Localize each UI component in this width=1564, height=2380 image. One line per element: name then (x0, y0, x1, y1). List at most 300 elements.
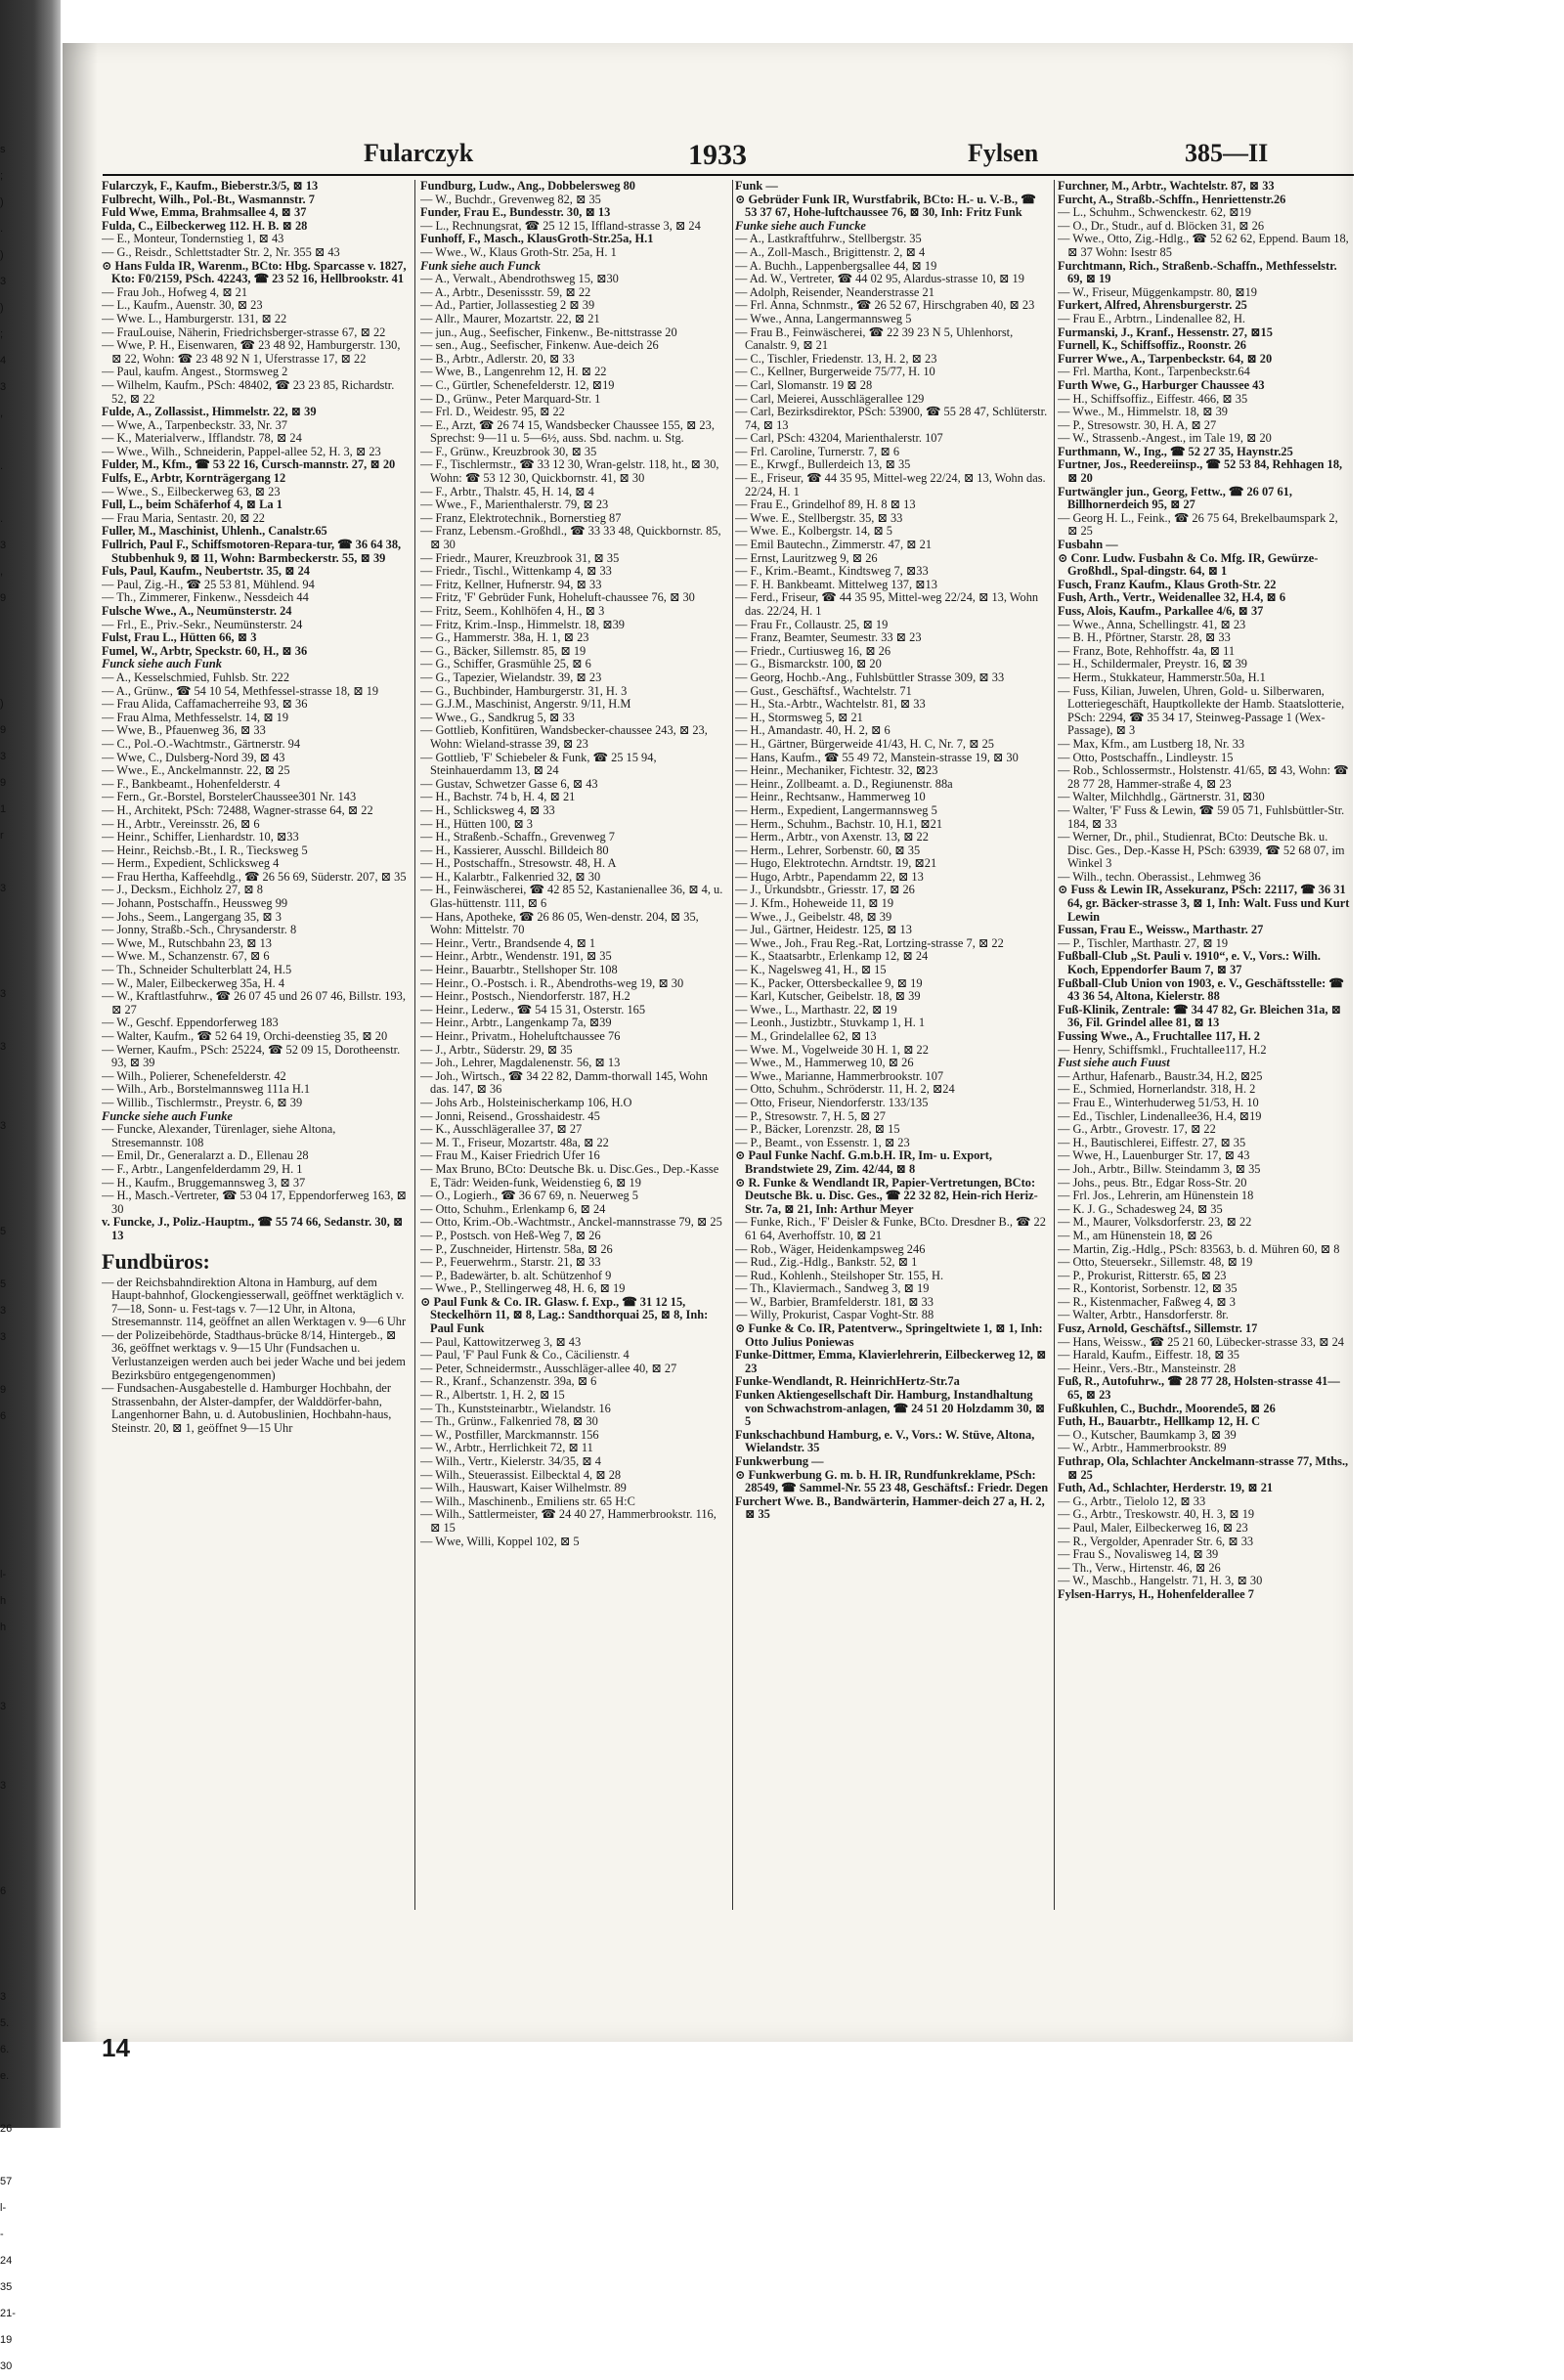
directory-entry: — C., Tischler, Friedenstr. 13, H. 2, ⊠ 23 (735, 352, 937, 366)
directory-entry: — Frau Fr., Collaustr. 25, ⊠ 19 (735, 618, 889, 631)
directory-entry: — Frau E., Winterhuderweg 51/53, H. 10 (1058, 1096, 1259, 1109)
surname-entry: Fulfs, E., Arbtr, Kornträgergang 12 (102, 472, 286, 486)
registered-firm-entry: ⊙ Paul Funke Nachf. G.m.b.H. IR, Im- u. Export, Brandstwiete 29, Zim. 42/44, ⊠ 8 (735, 1149, 993, 1176)
directory-entry: — Funcke, Alexander, Türenlager, siehe Altona, Stresemannstr. 108 (102, 1123, 336, 1149)
directory-entry: — Wwe., Anna, Schellingstr. 41, ⊠ 23 (1058, 618, 1246, 631)
surname-entry: Fuls, Paul, Kaufm., Neubertstr. 35, ⊠ 24 (102, 565, 310, 579)
directory-entry: — H., Masch.-Vertreter, ☎ 53 04 17, Eppendorferweg 163, ⊠ 30 (102, 1190, 407, 1216)
directory-entry: — Carl, PSch: 43204, Marienthalerstr. 107 (735, 432, 943, 446)
directory-entry: — B., Arbtr., Adlerstr. 20, ⊠ 33 (420, 352, 575, 366)
directory-entry: — E., Friseur, ☎ 44 35 95, Mittel-weg 22/24, ⊠ 13, Wohn das. 22/24, H. 1 (735, 472, 1046, 498)
directory-entry: — B. H., Pförtner, Starstr. 28, ⊠ 33 (1058, 631, 1231, 645)
directory-entry: — F., Tischlermstr., ☎ 33 12 30, Wran-gelstr. 118, ht., ⊠ 30, Wohn: ☎ 53 12 30, Quickbornstr. 41, ⊠ 30 (420, 458, 719, 486)
directory-entry: — Frau Alma, Methfesselstr. 14, ⊠ 19 (102, 711, 289, 724)
directory-entry: — F., Grünw., Kreuzbrook 30, ⊠ 35 (420, 445, 597, 458)
directory-entry: — P., Postsch. von Heß-Weg 7, ⊠ 26 (420, 1229, 601, 1242)
directory-entry: — E., Schmied, Hornerlandstr. 318, H. 2 (1058, 1083, 1256, 1097)
directory-column-3 (735, 180, 1050, 1978)
directory-entry: — G.J.M., Maschinist, Angerstr. 9/11, H.M (420, 698, 631, 712)
directory-entry: — G., Reisdr., Schlettstadter Str. 2, Nr. 355 ⊠ 43 (102, 245, 340, 259)
directory-entry: — H., Bachstr. 74 b, H. 4, ⊠ 21 (420, 791, 576, 804)
directory-entry: — Franz, Lebensm.-Großhdl., ☎ 33 33 48, Quickbornstr. 85, ⊠ 30 (420, 525, 721, 552)
surname-entry: Fush, Arth., Vertr., Weidenallee 32, H.4, ⊠ 6 (1058, 591, 1286, 605)
directory-entry: — C., Gürtler, Schenefelderstr. 12, ⊠19 (420, 378, 615, 392)
directory-column-1 (102, 180, 409, 1978)
directory-entry: — H., Schlicksweg 4, ⊠ 33 (420, 803, 555, 817)
directory-entry: — P., Bäcker, Lorenzstr. 28, ⊠ 15 (735, 1123, 900, 1137)
directory-entry: — G., Arbtr., Tielolo 12, ⊠ 33 (1058, 1494, 1206, 1508)
directory-entry: — Wwe., S., Eilbeckerweg 63, ⊠ 23 (102, 485, 281, 498)
directory-entry: — Joh., Wirtsch., ☎ 34 22 82, Damm-thorwall 145, Wohn das. 147, ⊠ 36 (420, 1069, 708, 1097)
surname-entry: Fußball-Club „St. Pauli v. 1910“, e. V., Vors.: Wilh. Koch, Eppendorfer Baum 7, ⊠ 37 (1058, 950, 1321, 977)
directory-entry: — Ad., Partier, Jollassestieg 2 ⊠ 39 (420, 299, 595, 313)
directory-entry: — FrauLouise, Näherin, Friedrichsberger-strasse 67, ⊠ 22 (102, 325, 386, 339)
surname-entry: Furkert, Alfred, Ahrensburgerstr. 25 (1058, 299, 1247, 313)
directory-entry: — A., Verwalt., Abendrothsweg 15, ⊠30 (420, 273, 619, 286)
header-first-name: Fularczyk (364, 139, 474, 167)
directory-column-2 (420, 180, 729, 1978)
column-divider (414, 180, 415, 1910)
surname-entry: Futh, Ad., Schlachter, Herderstr. 19, ⊠ 21 (1058, 1482, 1274, 1495)
directory-entry: — Wilh., Sattlermeister, ☎ 24 40 27, Hammerbrookstr. 116, ⊠ 15 (420, 1508, 717, 1535)
directory-entry: — W., Kraftlastfuhrw., ☎ 26 07 45 und 26 07 46, Billstr. 193, ⊠ 27 (102, 990, 406, 1017)
directory-entry: — Rob., Schlossermstr., Holstenstr. 41/65, ⊠ 43, Wohn: ☎ 28 77 28, Hammer-straße 4, ⊠ 23 (1058, 764, 1349, 791)
directory-entry: — Fritz, Krim.-Insp., Himmelstr. 18, ⊠39 (420, 618, 625, 631)
directory-entry: — Franz, Bote, Rehhoffstr. 4a, ⊠ 11 (1058, 644, 1236, 658)
directory-entry: — W., Buchdr., Grevenweg 82, ⊠ 35 (420, 193, 601, 206)
directory-entry: — Heinr., Arbtr., Langenkamp 7a, ⊠39 (420, 1017, 612, 1030)
running-header (98, 139, 1359, 174)
surname-entry: Fuss, Alois, Kaufm., Parkallee 4/6, ⊠ 37 (1058, 605, 1264, 618)
directory-entry: — Willy, Prokurist, Caspar Voght-Str. 88 (735, 1309, 934, 1322)
directory-entry: — E., Krwgf., Bullerdeich 13, ⊠ 35 (735, 458, 911, 472)
directory-entry: — Frau Joh., Hofweg 4, ⊠ 21 (102, 285, 248, 299)
directory-entry: — Harald, Kaufm., Eiffestr. 18, ⊠ 35 (1058, 1349, 1239, 1363)
directory-entry: — Paul, Kattowitzerweg 3, ⊠ 43 (420, 1335, 582, 1349)
directory-entry: — Heinr., Privatm., Hoheluftchaussee 76 (420, 1030, 621, 1043)
directory-entry: — Wilhelm, Kaufm., PSch: 48402, ☎ 23 23 85, Richardstr. 52, ⊠ 22 (102, 378, 395, 406)
directory-entry: — Ferd., Friseur, ☎ 44 35 95, Mittel-weg 22/24, ⊠ 13, Wohn das. 22/24, H. 1 (735, 591, 1039, 618)
directory-entry: — Johann, Postschaffn., Heussweg 99 (102, 897, 288, 911)
surname-entry: Fußball-Club Union von 1903, e. V., Geschäftsstelle: ☎ 43 36 54, Altona, Kielerstr. 88 (1058, 976, 1344, 1004)
directory-entry: — Fritz, Seem., Kohlhöfen 4, H., ⊠ 3 (420, 605, 605, 618)
directory-entry: — Wwe. E., Stellbergstr. 35, ⊠ 33 (735, 511, 903, 525)
registered-firm-entry: ⊙ Funke & Co. IR, Patentverw., Springeltwiete 1, ⊠ 1, Inh: Otto Julius Poniewas (735, 1322, 1043, 1349)
surname-entry: Furth Wwe, G., Harburger Chaussee 43 (1058, 378, 1265, 392)
directory-entry: — G., Arbtr., Treskowstr. 40, H. 3, ⊠ 19 (1058, 1508, 1255, 1522)
surname-entry: Fuß, R., Autofuhrw., ☎ 28 77 28, Holsten-strasse 41—65, ⊠ 23 (1058, 1375, 1340, 1403)
surname-entry: Fussing Wwe., A., Fruchtallee 117, H. 2 (1058, 1030, 1260, 1043)
directory-entry: — O., Dr., Studr., auf d. Blöcken 31, ⊠ 26 (1058, 219, 1265, 233)
directory-entry: — Wwe, B., Pfauenweg 36, ⊠ 33 (102, 724, 266, 738)
directory-entry: — A., Lastkraftfuhrw., Stellbergstr. 35 (735, 233, 922, 246)
directory-entry: — P., Beamt., von Essenstr. 1, ⊠ 23 (735, 1136, 910, 1149)
registered-firm-entry: ⊙ Hans Fulda IR, Warenm., BCto: Hbg. Sparcasse v. 1827, Kto: F0/2159, PSch. 42243, ☎ 23 52 16, Hellbrookstr. 41 (102, 259, 407, 286)
directory-entry: — A., Grünw., ☎ 54 10 54, Methfessel-strasse 18, ⊠ 19 (102, 684, 379, 698)
directory-entry: — Otto, Steuersekr., Sillemstr. 48, ⊠ 19 (1058, 1256, 1253, 1270)
directory-entry: — Frl. Caroline, Turnerstr. 7, ⊠ 6 (735, 445, 900, 458)
surname-entry: Fularczyk, F., Kaufm., Bieberstr.3/5, ⊠ 13 (102, 180, 319, 193)
directory-entry: — R., Vergolder, Apenrader Str. 6, ⊠ 33 (1058, 1535, 1254, 1548)
surname-entry: Fusch, Franz Kaufm., Klaus Groth-Str. 22 (1058, 578, 1277, 591)
directory-entry: — Wwe., Anna, Langermannsweg 5 (735, 312, 912, 325)
directory-entry: — O., Logierh., ☎ 36 67 69, n. Neuerweg 5 (420, 1190, 638, 1203)
directory-entry: — H., Arbtr., Vereinsstr. 26, ⊠ 6 (102, 817, 260, 831)
directory-entry: — L., Kaufm., Auenstr. 30, ⊠ 23 (102, 299, 263, 313)
surname-entry: Fuller, M., Maschinist, Uhlenh., Canalstr.65 (102, 525, 327, 539)
directory-entry: — Frl. Martha, Kont., Tarpenbeckstr.64 (1058, 366, 1250, 379)
directory-entry: — Jul., Gärtner, Heidestr. 125, ⊠ 13 (735, 924, 912, 937)
directory-entry: — Heinr., Bauarbtr., Stellshoper Str. 108 (420, 964, 618, 977)
directory-entry: — Wwe, Willi, Koppel 102, ⊠ 5 (420, 1535, 580, 1548)
directory-entry: — G., Bäcker, Sillemstr. 85, ⊠ 19 (420, 644, 586, 658)
directory-entry: — Wwe., Otto, Zig.-Hdlg., ☎ 52 62 62, Eppend. Baum 18, ⊠ 37 Wohn: Isestr 85 (1058, 233, 1349, 259)
header-rule (103, 174, 1354, 176)
directory-entry: — Frau M., Kaiser Friedrich Ufer 16 (420, 1149, 600, 1163)
directory-entry: — Henry, Schiffsmkl., Fruchtallee117, H.2 (1058, 1043, 1267, 1057)
directory-entry: — O., Kutscher, Baumkamp 3, ⊠ 39 (1058, 1428, 1237, 1442)
directory-entry: — Herm., Stukkateur, Hammerstr.50a, H.1 (1058, 671, 1266, 684)
surname-entry: Furthmann, W., Ing., ☎ 52 27 35, Haynstr.25 (1058, 445, 1293, 458)
directory-entry: — K., Ausschlägerallee 37, ⊠ 27 (420, 1123, 583, 1137)
directory-entry: — H., Architekt, PSch: 72488, Wagner-strasse 64, ⊠ 22 (102, 803, 373, 817)
directory-entry: — Ad. W., Vertreter, ☎ 44 02 95, Alardus-strasse 10, ⊠ 19 (735, 273, 1024, 286)
directory-entry: — D., Grünw., Peter Marquard-Str. 1 (420, 392, 601, 406)
directory-entry: — P., Zuschneider, Hirtenstr. 58a, ⊠ 26 (420, 1242, 613, 1256)
surname-entry: Fulst, Frau L., Hütten 66, ⊠ 3 (102, 631, 257, 645)
directory-entry: — H., Straßenb.-Schaffn., Grevenweg 7 (420, 831, 616, 844)
directory-entry: — Georg, Hochb.-Ang., Fuhlsbüttler Strasse 309, ⊠ 33 (735, 671, 1005, 684)
directory-entry: — J., Urkundsbtr., Griesstr. 17, ⊠ 26 (735, 884, 915, 897)
directory-entry: — Carl, Slomanstr. 19 ⊠ 28 (735, 378, 873, 392)
surname-entry: Fußkuhlen, C., Buchdr., Moorende5, ⊠ 26 (1058, 1402, 1276, 1415)
surname-entry: Furtwängler jun., Georg, Fettw., ☎ 26 07 61, Billhornerdeich 95, ⊠ 27 (1058, 485, 1292, 512)
directory-entry: — Franz, Beamter, Seumestr. 33 ⊠ 23 (735, 631, 922, 645)
directory-entry: — Friedr., Tischl., Wittenkamp 4, ⊠ 33 (420, 565, 612, 579)
directory-entry: — F., Krim.-Beamt., Kindtsweg 7, ⊠33 (735, 565, 929, 579)
directory-entry: — Walter, 'F' Fuss & Lewin, ☎ 59 05 71, Fuhlsbüttler-Str. 184, ⊠ 33 (1058, 803, 1345, 831)
directory-entry: — Martin, Zig.-Hdlg., PSch: 83563, b. d. Mühren 60, ⊠ 8 (1058, 1242, 1340, 1256)
directory-entry: — H., Schiffsoffiz., Eiffestr. 466, ⊠ 35 (1058, 392, 1248, 406)
directory-entry: — L., Rechnungsrat, ☎ 25 12 15, Iffland-strasse 3, ⊠ 24 (420, 219, 701, 233)
directory-entry: — Wwe., J., Geibelstr. 48, ⊠ 39 (735, 910, 892, 924)
directory-entry: — Frl. Jos., Lehrerin, am Hünenstein 18 (1058, 1190, 1254, 1203)
directory-entry: — Wwe., M., Hammerweg 10, ⊠ 26 (735, 1057, 914, 1070)
directory-entry: — Jonni, Reisend., Grosshaidestr. 45 (420, 1109, 600, 1123)
directory-entry: — Heinr., Reichsb.-Bt., I. R., Tiecksweg 5 (102, 844, 308, 857)
cross-reference-heading: Funck siehe auch Funk (102, 658, 222, 671)
directory-entry: — Wwe, B., Langenrehm 12, H. ⊠ 22 (420, 366, 607, 379)
surname-entry: Funder, Frau E., Bundesstr. 30, ⊠ 13 (420, 206, 611, 220)
directory-entry: — sen., Aug., Seefischer, Finkenw. Aue-deich 26 (420, 339, 659, 353)
previous-page-edge-text: s ; ) . ) 3 ) ; 4 3 , . . 3 , 9 ) 9 3 9 1 r 3 3 3 3 5 5 3 3 9 6 l- h h 3 3 6 3 5. 6. e. 26 57 l- - 24 35 21- 19 30 (0, 144, 16, 2372)
directory-entry: — Otto, Friseur, Niendorferstr. 133/135 (735, 1096, 929, 1109)
directory-entry: — Herm., Expedient, Langermannsweg 5 (735, 803, 937, 817)
directory-entry: — Wilh., techn. Oberassist., Lehmweg 36 (1058, 870, 1261, 884)
surname-entry: Funke-Dittmer, Emma, Klavierlehrerin, Eilbeckerweg 12, ⊠ 23 (735, 1349, 1047, 1375)
directory-entry: — Otto, Schuhm., Erlenkamp 6, ⊠ 24 (420, 1202, 606, 1216)
directory-entry: — Gust., Geschäftsf., Wachtelstr. 71 (735, 684, 912, 698)
surname-entry: v. Funcke, J., Poliz.-Hauptm., ☎ 55 74 66, Sedanstr. 30, ⊠ 13 (102, 1216, 404, 1242)
surname-entry: Funkschachbund Hamburg, e. V., Vors.: W. Stüve, Altona, Wielandstr. 35 (735, 1428, 1035, 1455)
surname-entry: Furchner, M., Arbtr., Wachtelstr. 87, ⊠ 33 (1058, 180, 1275, 193)
directory-entry: — Jonny, Straßb.-Sch., Chrysanderstr. 8 (102, 924, 297, 937)
directory-entry: — Paul, 'F' Paul Funk & Co., Cäcilienstr. 4 (420, 1349, 630, 1363)
directory-entry: — Th., Grünw., Falkenried 78, ⊠ 30 (420, 1415, 598, 1429)
directory-entry: — Emil, Dr., Generalarzt a. D., Ellenau 28 (102, 1149, 309, 1163)
directory-entry: — Wilh., Polierer, Schenefelderstr. 42 (102, 1069, 286, 1083)
directory-column-4 (1058, 180, 1351, 1978)
surname-entry: Fusbahn — (1058, 539, 1118, 552)
directory-entry: — M., Maurer, Volksdorferstr. 23, ⊠ 22 (1058, 1216, 1252, 1230)
directory-entry: — A., Arbtr., Desenissstr. 59, ⊠ 22 (420, 285, 591, 299)
directory-entry: — Friedr., Maurer, Kreuzbrook 31, ⊠ 35 (420, 551, 620, 565)
directory-entry: — Emil Bautechn., Zimmerstr. 47, ⊠ 21 (735, 539, 933, 552)
directory-entry: — Paul, Maler, Eilbeckerweg 16, ⊠ 23 (1058, 1521, 1248, 1535)
directory-entry: — Frl. D., Weidestr. 95, ⊠ 22 (420, 406, 565, 419)
directory-entry: — Wwe, C., Dulsberg-Nord 39, ⊠ 43 (102, 751, 285, 764)
directory-entry: — Carl, Meierei, Ausschlägerallee 129 (735, 392, 925, 406)
directory-entry: — G., Buchbinder, Hamburgerstr. 31, H. 3 (420, 684, 628, 698)
directory-entry: — Frl. Anna, Schnmstr., ☎ 26 52 67, Hirschgraben 40, ⊠ 23 (735, 299, 1035, 313)
directory-entry: — W., Friseur, Müggenkampstr. 80, ⊠19 (1058, 285, 1258, 299)
surname-entry: Fulder, M., Kfm., ☎ 53 22 16, Cursch-mannstr. 27, ⊠ 20 (102, 458, 396, 472)
directory-entry: — Johs., peus. Btr., Edgar Ross-Str. 20 (1058, 1176, 1247, 1190)
directory-entry: — Frau E., Arbtrn., Lindenallee 82, H. (1058, 312, 1246, 325)
directory-entry: — Herm., Lehrer, Sorbenstr. 60, ⊠ 35 (735, 844, 921, 857)
directory-entry: — Heinr., Lederw., ☎ 54 15 31, Osterstr. 165 (420, 1003, 646, 1017)
directory-entry: — Th., Kunststeinarbtr., Wielandstr. 16 (420, 1402, 611, 1415)
directory-entry: — Adolph, Reisender, Neanderstrasse 21 (735, 285, 934, 299)
directory-entry: — Allr., Maurer, Mozartstr. 22, ⊠ 21 (420, 312, 600, 325)
surname-entry: Furchert Wwe. B., Bandwärterin, Hammer-deich 27 a, H. 2, ⊠ 35 (735, 1494, 1045, 1522)
directory-entry: — Wwe., P., Stellingerweg 48, H. 6, ⊠ 19 (420, 1282, 626, 1296)
directory-entry: — K., Materialverw., Ifflandstr. 78, ⊠ 24 (102, 432, 302, 446)
directory-entry: — Paul, Zig.-H., ☎ 25 53 81, Mühlend. 94 (102, 578, 315, 591)
directory-entry: — Heinr., Postsch., Niendorferstr. 187, H.2 (420, 990, 630, 1004)
directory-entry: — Gustav, Schwetzer Gasse 6, ⊠ 43 (420, 777, 598, 791)
directory-entry: — H., Hütten 100, ⊠ 3 (420, 817, 534, 831)
directory-entry: — Peter, Schneidermstr., Ausschläger-allee 40, ⊠ 27 (420, 1362, 677, 1375)
directory-entry: — H., Kassierer, Ausschl. Billdeich 80 (420, 844, 609, 857)
surname-entry: Fussan, Frau E., Weissw., Marthastr. 27 (1058, 924, 1264, 937)
registered-firm-entry: ⊙ Fuss & Lewin IR, Assekuranz, PSch: 22117, ☎ 36 31 64, gr. Bäcker-strasse 3, ⊠ 1, Inh: Walt. Fuss und Kurt Lewin (1058, 884, 1350, 924)
directory-entry: — Gottlieb, 'F' Schiebeler & Funk, ☎ 25 15 94, Steinhauerdamm 13, ⊠ 24 (420, 751, 657, 778)
directory-entry: — H., Schildermaler, Preystr. 16, ⊠ 39 (1058, 658, 1247, 671)
directory-entry: — R., Kontorist, Sorbenstr. 12, ⊠ 35 (1058, 1282, 1238, 1296)
directory-entry: — J. Kfm., Hoheweide 11, ⊠ 19 (735, 897, 894, 911)
cross-reference-heading: Fust siehe auch Fuust (1058, 1057, 1170, 1070)
directory-entry: — Walter, Kaufm., ☎ 52 64 19, Orchi-deenstieg 35, ⊠ 20 (102, 1030, 388, 1043)
directory-entry: — Joh., Lehrer, Magdalenenstr. 56, ⊠ 13 (420, 1057, 621, 1070)
surname-entry: Futhrap, Ola, Schlachter Anckelmann-strasse 77, Mths., ⊠ 25 (1058, 1455, 1349, 1482)
directory-entry: — Wwe, M., Rutschbahn 23, ⊠ 13 (102, 936, 272, 950)
surname-entry: Fulde, A., Zollassist., Himmelstr. 22, ⊠ 39 (102, 406, 317, 419)
directory-entry: — Gottlieb, Konfitüren, Wandsbecker-chaussee 243, ⊠ 23, Wohn: Wieland-strasse 39, ⊠ 23 (420, 724, 708, 751)
directory-entry: — Werner, Dr., phil., Studienrat, BCto: Deutsche Bk. u. Disc. Ges., Dep.-Kasse H, PSch: 63939, ☎ 52 68 07, im Winkel 3 (1058, 831, 1345, 871)
directory-entry: — Ernst, Lauritzweg 9, ⊠ 26 (735, 551, 878, 565)
directory-entry: — W., Geschf. Eppendorferweg 183 (102, 1017, 279, 1030)
directory-entry: — Herm., Schuhm., Bachstr. 10, H.1, ⊠21 (735, 817, 943, 831)
surname-entry: Furchtmann, Rich., Straßenb.-Schaffn., Methfesselstr. 69, ⊠ 19 (1058, 259, 1337, 286)
directory-entry: — Wwe., Joh., Frau Reg.-Rat, Lortzing-strasse 7, ⊠ 22 (735, 936, 1004, 950)
surname-entry: Funke-Wendlandt, R. HeinrichHertz-Str.7a (735, 1375, 960, 1389)
directory-entry: — Paul, kaufm. Angest., Stormsweg 2 (102, 366, 288, 379)
directory-entry: — H., Kaufm., Bruggemannsweg 3, ⊠ 37 (102, 1176, 306, 1190)
directory-entry: — Th., Schneider Schulterblatt 24, H.5 (102, 964, 292, 977)
directory-entry: — Rud., Zig.-Hdlg., Bankstr. 52, ⊠ 1 (735, 1256, 918, 1270)
directory-entry: — G., Bismarckstr. 100, ⊠ 20 (735, 658, 882, 671)
directory-entry: — F., Arbtr., Thalstr. 45, H. 14, ⊠ 4 (420, 485, 594, 498)
surname-entry: Funk — (735, 180, 778, 193)
directory-entry: — Frau Maria, Sentastr. 20, ⊠ 22 (102, 511, 265, 525)
directory-entry: — G., Arbtr., Grovestr. 17, ⊠ 22 (1058, 1123, 1216, 1137)
section-heading: Fundbüros: (102, 1248, 210, 1274)
directory-entry: — Wwe, A., Tarpenbeckstr. 33, Nr. 37 (102, 418, 288, 432)
directory-entry: — Heinr., Schiffer, Lienhardstr. 10, ⊠33 (102, 831, 299, 844)
directory-entry: — P., Feuerwehrm., Starstr. 21, ⊠ 33 (420, 1256, 601, 1270)
directory-entry: — E., Monteur, Tondernstieg 1, ⊠ 43 (102, 233, 284, 246)
directory-entry: — P., Stresowstr. 7, H. 5, ⊠ 27 (735, 1109, 886, 1123)
column-divider (1054, 180, 1055, 1910)
directory-entry: — P., Stresowstr. 30, H. A, ⊠ 27 (1058, 418, 1217, 432)
directory-entry: — Wilh., Maschinenb., Emiliens str. 65 H:C (420, 1494, 635, 1508)
registered-firm-entry: ⊙ Paul Funk & Co. IR. Glasw. f. Exp., ☎ 31 12 15, Steckelhörn 11, ⊠ 8, Lag.: Sandthorquai 25, ⊠ 8, Inh: Paul Funk (420, 1295, 709, 1336)
directory-entry: — M. T., Friseur, Mozartstr. 48a, ⊠ 22 (420, 1136, 609, 1149)
directory-entry: — Hans, Weissw., ☎ 25 21 60, Lübecker-strasse 33, ⊠ 24 (1058, 1335, 1344, 1349)
directory-entry: — P., Badewärter, b. alt. Schützenhof 9 (420, 1269, 612, 1282)
directory-entry: — Heinr., Mechaniker, Fichtestr. 32, ⊠23 (735, 764, 938, 778)
directory-entry: — K., Packer, Ottersbeckallee 9, ⊠ 19 (735, 976, 923, 990)
cross-reference-heading: Funke siehe auch Funcke (735, 219, 866, 233)
directory-entry: — Herm., Arbtr., von Axenstr. 13, ⊠ 22 (735, 831, 929, 844)
directory-entry: — A., Zoll-Masch., Brigittenstr. 2, ⊠ 4 (735, 245, 926, 259)
directory-entry: — Th., Zimmerer, Finkenw., Nessdeich 44 (102, 591, 309, 605)
directory-entry: — H., Bautischlerei, Eiffestr. 27, ⊠ 35 (1058, 1136, 1246, 1149)
directory-entry: — Hugo, Elektrotechn. Arndtstr. 19, ⊠21 (735, 857, 937, 871)
registered-firm-entry: ⊙ Conr. Ludw. Fusbahn & Co. Mfg. IR, Gewürze-Großhdl., Spal-dingstr. 64, ⊠ 1 (1058, 551, 1319, 579)
directory-entry: — Rob., Wäger, Heidenkampsweg 246 (735, 1242, 926, 1256)
directory-entry: — Joh., Arbtr., Billw. Steindamm 3, ⊠ 35 (1058, 1162, 1261, 1176)
directory-entry: — Herm., Expedient, Schlicksweg 4 (102, 857, 280, 871)
directory-entry: — W., Postfiller, Marckmannstr. 156 (420, 1428, 599, 1442)
surname-entry: Funkwerbung — (735, 1455, 824, 1468)
registered-firm-entry: ⊙ Gebrüder Funk IR, Wurstfabrik, BCto: H.- u. V.-B., ☎ 53 37 67, Hohe-luftchaussee 76, ⊠ 30, Inh: Fritz Funk (735, 193, 1036, 220)
directory-entry: — Hans, Kaufm., ☎ 55 49 72, Manstein-strasse 19, ⊠ 30 (735, 751, 1019, 764)
directory-entry: — Wwe., Wilh., Schneiderin, Pappel-allee 52, H. 3, ⊠ 23 (102, 445, 381, 458)
directory-entry: — W., Arbtr., Hammerbrookstr. 89 (1058, 1442, 1227, 1455)
directory-entry: — Heinr., Vers.-Btr., Mansteinstr. 28 (1058, 1362, 1237, 1375)
surname-entry: Fulsche Wwe., A., Neumünsterstr. 24 (102, 605, 292, 618)
directory-entry: — Frl., E., Priv.-Sekr., Neumünsterstr. 24 (102, 618, 303, 631)
directory-entry: — Frau Hertha, Kaffeehdlg., ☎ 26 56 69, Süderstr. 207, ⊠ 35 (102, 870, 407, 884)
directory-entry: — Hans, Apotheke, ☎ 26 86 05, Wen-denstr. 204, ⊠ 35, Wohn: Mittelstr. 70 (420, 910, 699, 937)
directory-entry: — Wwe. M., Schanzenstr. 67, ⊠ 6 (102, 950, 270, 964)
directory-entry: — Wwe, P. H., Eisenwaren, ☎ 23 48 92, Hamburgerstr. 130, ⊠ 22, Wohn: ☎ 23 48 92 N 1, Uferstrasse 17, ⊠ 22 (102, 339, 401, 366)
directory-entry: — Fern., Gr.-Borstel, BorstelerChaussee301 Nr. 143 (102, 791, 357, 804)
surname-entry: Fylsen-Harrys, H., Hohenfelderallee 7 (1058, 1587, 1254, 1601)
directory-entry: — Fuss, Kilian, Juwelen, Uhren, Gold- u. Silberwaren, Lotteriegeschäft, Hauptkollekte der Hamb. Staatslotterie, PSch: 2294, ☎ 35 34 17, Steinweg-Passage 1 (Wex-Passage), ⊠ 3 (1058, 684, 1345, 738)
cross-reference-heading: Funk siehe auch Funck (420, 259, 541, 273)
header-year: 1933 (688, 139, 747, 171)
cross-reference-heading: Funcke siehe auch Funke (102, 1109, 233, 1123)
directory-entry: — Wilh., Vertr., Kielerstr. 34/35, ⊠ 4 (420, 1455, 601, 1468)
directory-entry: — Georg H. L., Feink., ☎ 26 75 64, Brekelbaumspark 2, ⊠ 25 (1058, 511, 1338, 539)
directory-entry: — Wwe., Marianne, Hammerbrookstr. 107 (735, 1069, 944, 1083)
directory-entry: — Fundsachen-Ausgabestelle d. Hamburger Hochbahn, der Strassenbahn, der Alster-dampfer, der Walddörfer-bahn, Langenhorner Bahn, u. d. Autobuslinien, Hochbahn-haus, Steinstr. 20, ⊠ 1, geöffnet 9—15 Uhr (102, 1382, 392, 1436)
directory-entry: — Funke, Rich., 'F' Deisler & Funke, BCto. Dresdner B., ☎ 22 61 64, Averhoffstr. 10, ⊠ 21 (735, 1216, 1046, 1242)
directory-entry: — Hugo, Arbtr., Papendamm 22, ⊠ 13 (735, 870, 924, 884)
directory-entry: — Wwe. E., Kolbergstr. 14, ⊠ 5 (735, 525, 893, 539)
directory-entry: — Wilh., Arb., Borstelmannsweg 111a H.1 (102, 1083, 311, 1097)
directory-entry: — Heinr., Vertr., Brandsende 4, ⊠ 1 (420, 936, 596, 950)
directory-entry: — H., Kalarbtr., Falkenried 32, ⊠ 30 (420, 870, 601, 884)
directory-entry: — Arthur, Hafenarb., Baustr.34, H.2, ⊠25 (1058, 1069, 1263, 1083)
directory-entry: — R., Kistenmacher, Faßweg 4, ⊠ 3 (1058, 1295, 1236, 1309)
directory-entry: — Max Bruno, BCto: Deutsche Bk. u. Disc.Ges., Dep.-Kasse E, Tädr: Weiden-funk, Weidenstieg 6, ⊠ 19 (420, 1162, 719, 1190)
directory-entry: — H., Feinwäscherei, ☎ 42 85 52, Kastanienallee 36, ⊠ 4, u. Glas-hüttenstr. 111, ⊠ 6 (420, 884, 723, 911)
directory-entry: — W., Maler, Eilbeckerweg 35a, H. 4 (102, 976, 285, 990)
directory-entry: — C., Pol.-O.-Wachtmstr., Gärtnerstr. 94 (102, 737, 301, 751)
directory-entry: — R., Kranf., Schanzenstr. 39a, ⊠ 6 (420, 1375, 597, 1389)
directory-entry: — Carl, Bezirksdirektor, PSch: 53900, ☎ 55 28 47, Schlüterstr. 74, ⊠ 13 (735, 406, 1048, 432)
directory-entry: — M., Grindelallee 62, ⊠ 13 (735, 1030, 877, 1043)
directory-entry: — Fritz, 'F' Gebrüder Funk, Hoheluft-chaussee 76, ⊠ 30 (420, 591, 695, 605)
surname-entry: Fuß-Klinik, Zentrale: ☎ 34 47 82, Gr. Bleichen 31a, ⊠ 36, Fil. Grindel allee 81, ⊠ 13 (1058, 1003, 1342, 1030)
directory-entry: — Th., Verw., Hirtenstr. 46, ⊠ 26 (1058, 1561, 1221, 1575)
directory-entry: — jun., Aug., Seefischer, Finkenw., Be-nittstrasse 20 (420, 325, 677, 339)
surname-entry: Fuld Wwe, Emma, Brahmsallee 4, ⊠ 37 (102, 206, 307, 220)
directory-entry: — P., Prokurist, Ritterstr. 65, ⊠ 23 (1058, 1269, 1227, 1282)
surname-entry: Funhoff, F., Masch., KlausGroth-Str.25a, H.1 (420, 233, 654, 246)
directory-entry: — Frau S., Novalisweg 14, ⊠ 39 (1058, 1548, 1219, 1562)
directory-entry: — Frau E., Grindelhof 89, H. 8 ⊠ 13 (735, 498, 916, 512)
directory-entry: — A., Kesselschmied, Fuhlsb. Str. 222 (102, 671, 290, 684)
header-last-name: Fylsen (968, 139, 1039, 167)
directory-entry: — H., Postschaffn., Stresowstr. 48, H. A (420, 857, 617, 871)
registered-firm-entry: ⊙ Funkwerbung G. m. b. H. IR, Rundfunkreklame, PSch: 28549, ☎ Sammel-Nr. 55 23 48, Geschäftsf.: Friedr. Degen (735, 1468, 1049, 1495)
surname-entry: Fumel, W., Arbtr, Speckstr. 60, H., ⊠ 36 (102, 644, 308, 658)
directory-entry: — J., Arbtr., Süderstr. 29, ⊠ 35 (420, 1043, 573, 1057)
directory-entry: — Fritz, Kellner, Hufnerstr. 94, ⊠ 33 (420, 578, 602, 591)
directory-entry: — Leonh., Justizbtr., Stuvkamp 1, H. 1 (735, 1017, 926, 1030)
directory-entry: — H., Stormsweg 5, ⊠ 21 (735, 711, 863, 724)
directory-entry: — Rud., Kohlenh., Steilshoper Str. 155, H. (735, 1269, 944, 1282)
directory-entry: — Karl, Kutscher, Geibelstr. 18, ⊠ 39 (735, 990, 921, 1004)
directory-entry: — P., Tischler, Marthastr. 27, ⊠ 19 (1058, 936, 1229, 950)
surname-entry: Fulbrecht, Wilh., Pol.-Bt., Wasmannstr. 7 (102, 193, 315, 206)
directory-entry: — Wwe., L., Marthastr. 22, ⊠ 19 (735, 1003, 897, 1017)
directory-entry: — W., Barbier, Bramfelderstr. 181, ⊠ 33 (735, 1295, 934, 1309)
directory-entry: — G., Schiffer, Grasmühle 25, ⊠ 6 (420, 658, 591, 671)
directory-entry: — Wilh., Steuerassist. Eilbecktal 4, ⊠ 28 (420, 1468, 622, 1482)
directory-entry: — E., Arzt, ☎ 26 74 15, Wandsbecker Chaussee 155, ⊠ 23, Sprechst: 9—11 u. 5—6½, auss. Sbd. nachm. u. Stg. (420, 418, 715, 446)
directory-entry: — Johs., Seem., Langergang 35, ⊠ 3 (102, 910, 282, 924)
directory-entry: — Wwe., E., Anckelmannstr. 22, ⊠ 25 (102, 764, 290, 778)
directory-entry: — Wwe. L., Hamburgerstr. 131, ⊠ 22 (102, 312, 287, 325)
directory-entry: — H., Sta.-Arbtr., Wachtelstr. 81, ⊠ 33 (735, 698, 926, 712)
directory-entry: — Wwe, H., Lauenburger Str. 17, ⊠ 43 (1058, 1149, 1250, 1163)
directory-entry: — Friedr., Curtiusweg 16, ⊠ 26 (735, 644, 891, 658)
directory-entry: — Heinr., Rechtsanw., Hammerweg 10 (735, 791, 926, 804)
surname-entry: Fusz, Arnold, Geschäftsf., Sillemstr. 17 (1058, 1322, 1258, 1336)
registered-firm-entry: ⊙ R. Funke & Wendlandt IR, Papier-Vertretungen, BCto: Deutsche Bk. u. Disc. Ges., ☎ 22 32 82, Hein-rich Heriz-Str. 7a, ⊠ 21, Inh: Arthur Meyer (735, 1176, 1038, 1216)
header-page-number: 385—II (1185, 139, 1269, 167)
directory-entry: — W., Strassenb.-Angest., im Tale 19, ⊠ 20 (1058, 432, 1272, 446)
surname-entry: Furmanski, J., Kranf., Hessenstr. 27, ⊠15 (1058, 325, 1273, 339)
directory-entry: — Walter, Milchhdlg., Gärtnerstr. 31, ⊠30 (1058, 791, 1265, 804)
directory-entry: — Johs Arb., Holsteinischerkamp 106, H.O (420, 1096, 632, 1109)
